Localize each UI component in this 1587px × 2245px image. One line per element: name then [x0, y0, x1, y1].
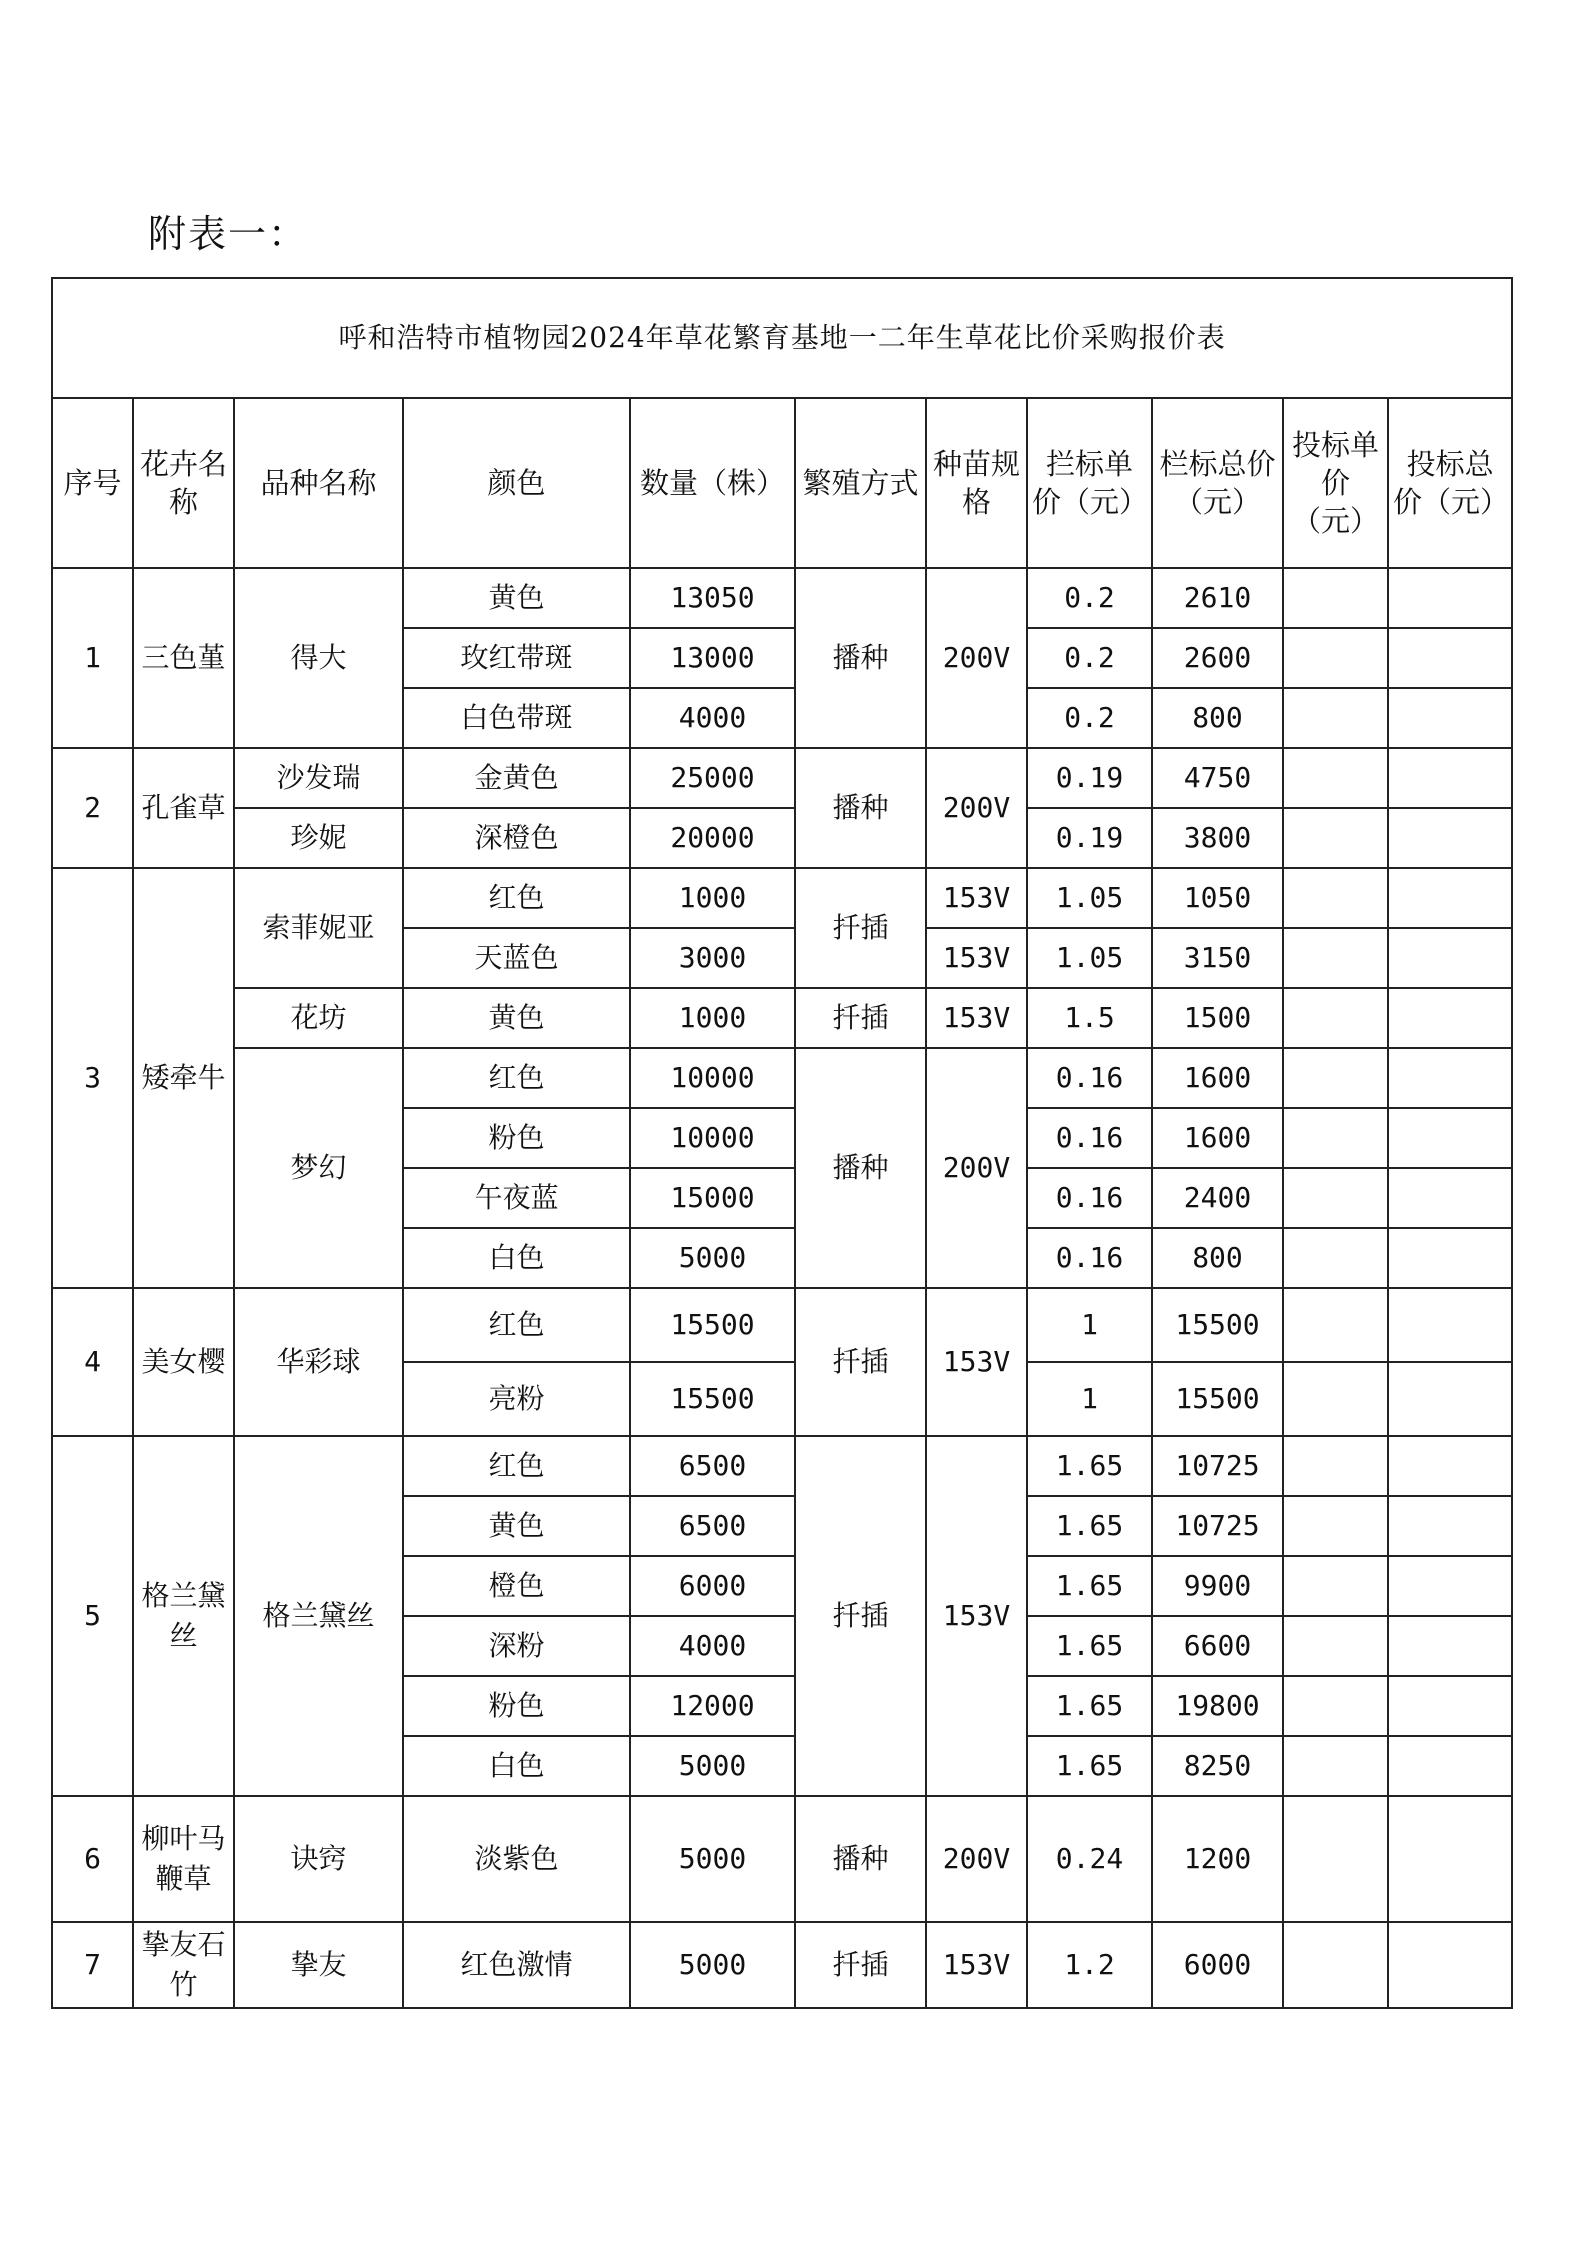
- cap-total-price-cell: 15500: [1152, 1362, 1283, 1436]
- quantity-cell: 15500: [630, 1362, 795, 1436]
- quantity-cell: 10000: [630, 1048, 795, 1108]
- quantity-cell: 1000: [630, 868, 795, 928]
- annex-label: 附表一：: [148, 212, 309, 256]
- color-cell: 红色激情: [403, 1922, 630, 2008]
- bid-unit-price-cell: [1283, 748, 1388, 808]
- bid-unit-price-cell: [1283, 808, 1388, 868]
- spec-cell: 200V: [926, 568, 1027, 748]
- spec-cell: 153V: [926, 868, 1027, 928]
- cap-total-price-cell: 15500: [1152, 1288, 1283, 1362]
- bid-total-price-cell: [1388, 1288, 1512, 1362]
- bid-unit-price-cell: [1283, 1362, 1388, 1436]
- color-cell: 黄色: [403, 1496, 630, 1556]
- table-row: [52, 1436, 1512, 1496]
- cap-unit-price-cell: 0.2: [1027, 688, 1152, 748]
- color-cell: 淡紫色: [403, 1796, 630, 1922]
- bid-unit-price-cell: [1283, 1616, 1388, 1676]
- propagation-cell: 扦插: [795, 868, 926, 988]
- cap-unit-price-cell: 1.65: [1027, 1616, 1152, 1676]
- bid-total-price-cell: [1388, 1736, 1512, 1796]
- propagation-cell: 扦插: [795, 1288, 926, 1436]
- variety-name: 得大: [234, 568, 403, 748]
- quantity-cell: 10000: [630, 1108, 795, 1168]
- cap-total-price-cell: 9900: [1152, 1556, 1283, 1616]
- quantity-cell: 5000: [630, 1736, 795, 1796]
- propagation-cell: 播种: [795, 748, 926, 868]
- cap-unit-price-cell: 1.65: [1027, 1676, 1152, 1736]
- color-cell: 红色: [403, 1048, 630, 1108]
- cap-total-price-cell: 3150: [1152, 928, 1283, 988]
- cap-total-price-cell: 1050: [1152, 868, 1283, 928]
- quantity-cell: 6500: [630, 1436, 795, 1496]
- variety-name: 沙发瑞: [234, 748, 403, 808]
- color-cell: 深橙色: [403, 808, 630, 868]
- group-flower-name: 孔雀草: [133, 748, 234, 868]
- cap-unit-price-cell: 1: [1027, 1288, 1152, 1362]
- bid-total-price-cell: [1388, 1496, 1512, 1556]
- quantity-cell: 5000: [630, 1228, 795, 1288]
- group-seq: 3: [52, 868, 133, 1288]
- group-seq: 2: [52, 748, 133, 868]
- spec-cell: 153V: [926, 1436, 1027, 1796]
- cap-total-price-cell: 10725: [1152, 1496, 1283, 1556]
- bid-unit-price-cell: [1283, 568, 1388, 628]
- color-cell: 黄色: [403, 988, 630, 1048]
- cap-total-price-cell: 2600: [1152, 628, 1283, 688]
- bid-total-price-cell: [1388, 1362, 1512, 1436]
- bid-total-price-cell: [1388, 1616, 1512, 1676]
- bid-total-price-cell: [1388, 688, 1512, 748]
- cap-unit-price-cell: 1.05: [1027, 868, 1152, 928]
- color-cell: 白色带斑: [403, 688, 630, 748]
- bid-total-price-cell: [1388, 748, 1512, 808]
- group-flower-name: 格兰黛丝: [133, 1436, 234, 1796]
- cap-total-price-cell: 2610: [1152, 568, 1283, 628]
- cap-total-price-cell: 6000: [1152, 1922, 1283, 2008]
- bid-unit-price-cell: [1283, 1436, 1388, 1496]
- table-row: [52, 988, 1512, 1048]
- group-flower-name: 美女樱: [133, 1288, 234, 1436]
- propagation-cell: 扦插: [795, 1922, 926, 2008]
- cap-total-price-cell: 1600: [1152, 1108, 1283, 1168]
- group-seq: 6: [52, 1796, 133, 1922]
- quantity-cell: 6000: [630, 1556, 795, 1616]
- bid-unit-price-cell: [1283, 1676, 1388, 1736]
- cap-unit-price-cell: 0.16: [1027, 1048, 1152, 1108]
- bid-total-price-cell: [1388, 808, 1512, 868]
- bid-unit-price-cell: [1283, 868, 1388, 928]
- cap-total-price-cell: 2400: [1152, 1168, 1283, 1228]
- spec-cell: 200V: [926, 1796, 1027, 1922]
- cap-unit-price-cell: 1.05: [1027, 928, 1152, 988]
- bid-unit-price-cell: [1283, 628, 1388, 688]
- cap-total-price-cell: 1600: [1152, 1048, 1283, 1108]
- group-flower-name: 柳叶马鞭草: [133, 1796, 234, 1922]
- cap-total-price-cell: 19800: [1152, 1676, 1283, 1736]
- variety-name: 珍妮: [234, 808, 403, 868]
- cap-total-price-cell: 3800: [1152, 808, 1283, 868]
- cap-total-price-cell: 1500: [1152, 988, 1283, 1048]
- bid-total-price-cell: [1388, 1108, 1512, 1168]
- header-flower-name: 花卉名称: [133, 398, 234, 568]
- table-row: [52, 1288, 1512, 1362]
- bid-unit-price-cell: [1283, 1048, 1388, 1108]
- variety-name: 挚友: [234, 1922, 403, 2008]
- group-seq: 1: [52, 568, 133, 748]
- bid-total-price-cell: [1388, 1922, 1512, 2008]
- color-cell: 粉色: [403, 1676, 630, 1736]
- quantity-cell: 12000: [630, 1676, 795, 1736]
- cap-unit-price-cell: 0.16: [1027, 1108, 1152, 1168]
- propagation-cell: 播种: [795, 568, 926, 748]
- cap-total-price-cell: 800: [1152, 688, 1283, 748]
- cap-unit-price-cell: 1: [1027, 1362, 1152, 1436]
- bid-unit-price-cell: [1283, 1556, 1388, 1616]
- table-row: [52, 1048, 1512, 1108]
- table-row: [52, 1922, 1512, 2008]
- color-cell: 红色: [403, 1288, 630, 1362]
- cap-total-price-cell: 8250: [1152, 1736, 1283, 1796]
- group-seq: 4: [52, 1288, 133, 1436]
- cap-unit-price-cell: 0.19: [1027, 748, 1152, 808]
- color-cell: 黄色: [403, 568, 630, 628]
- color-cell: 亮粉: [403, 1362, 630, 1436]
- cap-unit-price-cell: 0.19: [1027, 808, 1152, 868]
- variety-name: 索菲妮亚: [234, 868, 403, 988]
- header-cap-unit-price: 拦标单价（元）: [1027, 398, 1152, 568]
- propagation-cell: 扦插: [795, 988, 926, 1048]
- quantity-cell: 15500: [630, 1288, 795, 1362]
- table-row: [52, 568, 1512, 628]
- spec-cell: 153V: [926, 1922, 1027, 2008]
- table-row: [52, 1796, 1512, 1922]
- color-cell: 红色: [403, 868, 630, 928]
- color-cell: 粉色: [403, 1108, 630, 1168]
- bid-unit-price-cell: [1283, 1922, 1388, 2008]
- color-cell: 深粉: [403, 1616, 630, 1676]
- header-propagation: 繁殖方式: [795, 398, 926, 568]
- propagation-cell: 扦插: [795, 1436, 926, 1796]
- group-seq: 7: [52, 1922, 133, 2008]
- cap-unit-price-cell: 1.2: [1027, 1922, 1152, 2008]
- cap-total-price-cell: 1200: [1152, 1796, 1283, 1922]
- cap-unit-price-cell: 1.65: [1027, 1436, 1152, 1496]
- table-row: [52, 808, 1512, 868]
- bid-unit-price-cell: [1283, 1168, 1388, 1228]
- table-row: [52, 868, 1512, 928]
- color-cell: 白色: [403, 1228, 630, 1288]
- variety-name: 格兰黛丝: [234, 1436, 403, 1796]
- quantity-cell: 5000: [630, 1922, 795, 2008]
- quantity-cell: 1000: [630, 988, 795, 1048]
- bid-total-price-cell: [1388, 628, 1512, 688]
- table-header-row: [52, 398, 1512, 568]
- bid-total-price-cell: [1388, 1556, 1512, 1616]
- quantity-cell: 15000: [630, 1168, 795, 1228]
- cap-unit-price-cell: 0.24: [1027, 1796, 1152, 1922]
- quantity-cell: 13050: [630, 568, 795, 628]
- variety-name: 花坊: [234, 988, 403, 1048]
- variety-name: 梦幻: [234, 1048, 403, 1288]
- quantity-cell: 25000: [630, 748, 795, 808]
- group-seq: 5: [52, 1436, 133, 1796]
- cap-total-price-cell: 6600: [1152, 1616, 1283, 1676]
- color-cell: 白色: [403, 1736, 630, 1796]
- cap-total-price-cell: 10725: [1152, 1436, 1283, 1496]
- table-row: [52, 748, 1512, 808]
- table-title: 呼和浩特市植物园2024年草花繁育基地一二年生草花比价采购报价表: [52, 278, 1512, 398]
- color-cell: 午夜蓝: [403, 1168, 630, 1228]
- bid-total-price-cell: [1388, 568, 1512, 628]
- cap-unit-price-cell: 0.2: [1027, 568, 1152, 628]
- propagation-cell: 播种: [795, 1796, 926, 1922]
- spec-cell: 153V: [926, 1288, 1027, 1436]
- quantity-cell: 5000: [630, 1796, 795, 1922]
- quantity-cell: 13000: [630, 628, 795, 688]
- cap-unit-price-cell: 1.65: [1027, 1496, 1152, 1556]
- cap-unit-price-cell: 1.65: [1027, 1556, 1152, 1616]
- bid-total-price-cell: [1388, 1676, 1512, 1736]
- header-color: 颜色: [403, 398, 630, 568]
- group-flower-name: 挚友石竹: [133, 1922, 234, 2008]
- cap-total-price-cell: 4750: [1152, 748, 1283, 808]
- variety-name: 华彩球: [234, 1288, 403, 1436]
- bid-unit-price-cell: [1283, 1736, 1388, 1796]
- spec-cell: 153V: [926, 988, 1027, 1048]
- cap-unit-price-cell: 1.65: [1027, 1736, 1152, 1796]
- header-variety-name: 品种名称: [234, 398, 403, 568]
- spec-cell: 153V: [926, 928, 1027, 988]
- color-cell: 玫红带斑: [403, 628, 630, 688]
- bid-total-price-cell: [1388, 928, 1512, 988]
- quantity-cell: 4000: [630, 688, 795, 748]
- spec-cell: 200V: [926, 1048, 1027, 1288]
- bid-total-price-cell: [1388, 988, 1512, 1048]
- bid-unit-price-cell: [1283, 1108, 1388, 1168]
- bid-total-price-cell: [1388, 1436, 1512, 1496]
- bid-total-price-cell: [1388, 1228, 1512, 1288]
- header-seedling-spec: 种苗规格: [926, 398, 1027, 568]
- bid-total-price-cell: [1388, 1048, 1512, 1108]
- header-cap-total-price: 栏标总价（元）: [1152, 398, 1283, 568]
- bid-unit-price-cell: [1283, 688, 1388, 748]
- cap-unit-price-cell: 0.16: [1027, 1168, 1152, 1228]
- group-flower-name: 三色堇: [133, 568, 234, 748]
- cap-total-price-cell: 800: [1152, 1228, 1283, 1288]
- bid-unit-price-cell: [1283, 1796, 1388, 1922]
- quantity-cell: 6500: [630, 1496, 795, 1556]
- spec-cell: 200V: [926, 748, 1027, 868]
- group-flower-name: 矮牵牛: [133, 868, 234, 1288]
- header-quantity: 数量（株）: [630, 398, 795, 568]
- color-cell: 天蓝色: [403, 928, 630, 988]
- bid-unit-price-cell: [1283, 1496, 1388, 1556]
- quantity-cell: 3000: [630, 928, 795, 988]
- cap-unit-price-cell: 0.16: [1027, 1228, 1152, 1288]
- propagation-cell: 播种: [795, 1048, 926, 1288]
- quantity-cell: 4000: [630, 1616, 795, 1676]
- header-bid-total-price: 投标总价（元）: [1388, 398, 1512, 568]
- header-bid-unit-price: 投标单价（元）: [1283, 398, 1388, 568]
- bid-unit-price-cell: [1283, 1228, 1388, 1288]
- bid-unit-price-cell: [1283, 988, 1388, 1048]
- bid-total-price-cell: [1388, 1796, 1512, 1922]
- variety-name: 诀窍: [234, 1796, 403, 1922]
- bid-total-price-cell: [1388, 868, 1512, 928]
- color-cell: 金黄色: [403, 748, 630, 808]
- header-seq: 序号: [52, 398, 133, 568]
- cap-unit-price-cell: 1.5: [1027, 988, 1152, 1048]
- color-cell: 红色: [403, 1436, 630, 1496]
- price-quotation-table: [51, 277, 1513, 2009]
- color-cell: 橙色: [403, 1556, 630, 1616]
- bid-unit-price-cell: [1283, 928, 1388, 988]
- bid-total-price-cell: [1388, 1168, 1512, 1228]
- cap-unit-price-cell: 0.2: [1027, 628, 1152, 688]
- quantity-cell: 20000: [630, 808, 795, 868]
- bid-unit-price-cell: [1283, 1288, 1388, 1362]
